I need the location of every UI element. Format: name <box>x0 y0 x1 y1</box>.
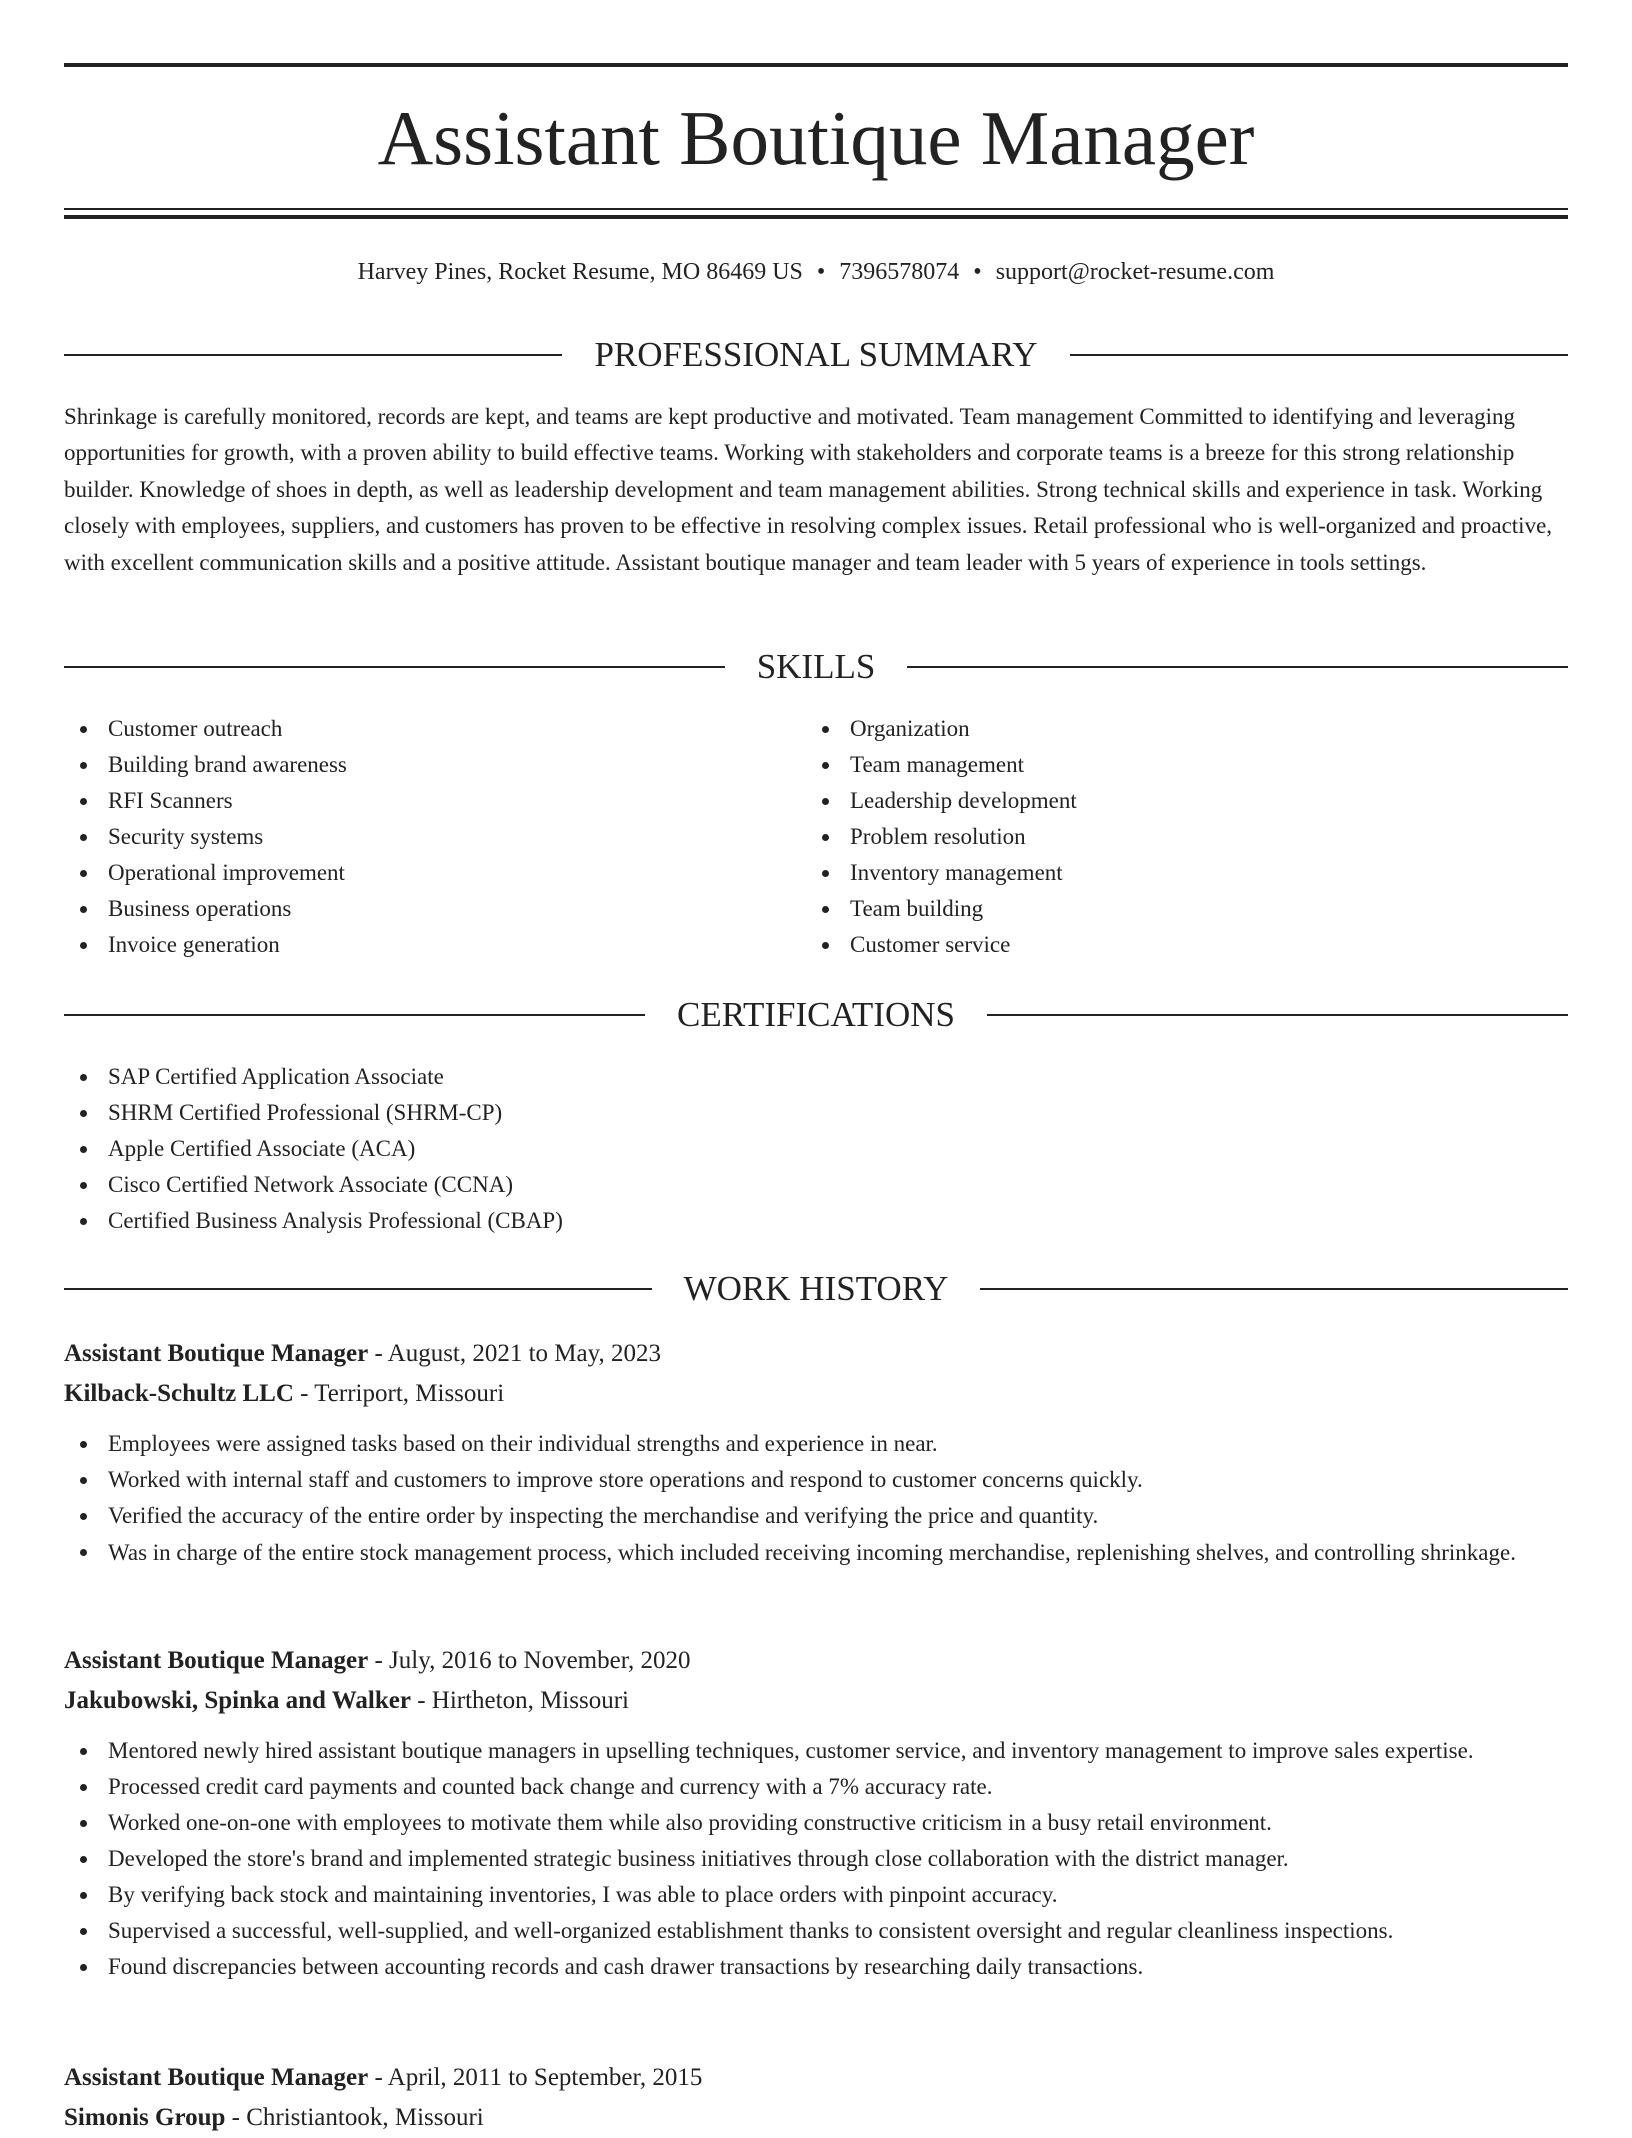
skill-item: Organization <box>806 711 1506 747</box>
job-duty-item: Supervised a successful, well-supplied, and well-organized establishment thanks to consistent oversight and regular cleanliness inspections. <box>64 1913 1568 1949</box>
job-company-line <box>64 2098 1568 2138</box>
job-role-line <box>64 1334 1568 1374</box>
job-dates: - July, 2016 to November, 2020 <box>368 1647 691 1674</box>
skill-item: Inventory management <box>806 855 1506 891</box>
job-duty-item: Mentored newly hired assistant boutique managers in upselling techniques, customer service, and inventory management to improve sales expertise. <box>64 1733 1568 1769</box>
job-role: Assistant Boutique Manager <box>64 1647 369 1674</box>
job-company-line <box>64 1681 1568 1721</box>
job-role-line <box>64 1641 1568 1681</box>
skills-left-column <box>64 711 764 963</box>
job-duty-item: Developed the store's brand and implemented strategic business initiatives through close collaboration with the district manager. <box>64 1841 1568 1877</box>
job-company: Simonis Group <box>64 2104 226 2131</box>
skill-item: Invoice generation <box>64 927 764 963</box>
heading-rule <box>987 1014 1568 1016</box>
skill-item: Customer service <box>806 927 1506 963</box>
job-dates: - April, 2011 to September, 2015 <box>368 2064 703 2091</box>
job-duties-list <box>64 1426 1568 1572</box>
certification-item: Certified Business Analysis Professional (CBAP) <box>64 1203 1568 1239</box>
certification-item: SHRM Certified Professional (SHRM-CP) <box>64 1095 1568 1131</box>
job-dates: - August, 2021 to May, 2023 <box>368 1340 662 1367</box>
job-duty-item: Was in charge of the entire stock management process, which included receiving incoming merchandise, replenishing shelves, and controlling shrinkage. <box>64 1534 1568 1572</box>
heading-rule <box>980 1288 1568 1290</box>
contact-separator: • <box>816 259 826 285</box>
contact-email: support@rocket-resume.com <box>995 259 1275 285</box>
heading-rule <box>64 1014 645 1016</box>
skill-item: Team management <box>806 747 1506 783</box>
job-company-line <box>64 1374 1568 1414</box>
skill-item: Security systems <box>64 819 764 855</box>
job-role: Assistant Boutique Manager <box>64 2064 369 2091</box>
job-duty-item: Worked with internal staff and customers to improve store operations and respond to customer concerns quickly. <box>64 1462 1568 1498</box>
work-history-heading-label: WORK HISTORY <box>683 1269 949 1308</box>
heading-rule <box>64 1288 652 1290</box>
work-entry <box>64 1641 1568 1985</box>
skills-left-list <box>64 711 764 963</box>
skill-item: Business operations <box>64 891 764 927</box>
job-role-line <box>64 2058 1568 2098</box>
skills-heading-label: SKILLS <box>756 647 876 686</box>
certification-item: SAP Certified Application Associate <box>64 1059 1568 1095</box>
skill-item: Customer outreach <box>64 711 764 747</box>
skill-item: RFI Scanners <box>64 783 764 819</box>
summary-heading-label: PROFESSIONAL SUMMARY <box>594 335 1038 374</box>
job-location: - Hirtheton, Missouri <box>410 1687 629 1714</box>
contact-address: Harvey Pines, Rocket Resume, MO 86469 US <box>357 259 803 285</box>
heading-rule <box>64 666 725 668</box>
job-duty-item: Verified the accuracy of the entire order by inspecting the merchandise and verifying the price and quantity. <box>64 1498 1568 1534</box>
job-company: Jakubowski, Spinka and Walker <box>64 1687 411 1714</box>
job-location: - Christiantook, Missouri <box>225 2104 484 2131</box>
heading-rule <box>64 354 562 356</box>
job-duty-item: Processed credit card payments and counted back change and currency with a 7% accuracy rate. <box>64 1769 1568 1805</box>
work-entry <box>64 2058 1568 2138</box>
summary-section-heading <box>64 330 1568 380</box>
skill-item: Team building <box>806 891 1506 927</box>
heading-rule <box>907 666 1568 668</box>
job-duty-item: Employees were assigned tasks based on their individual strengths and experience in near. <box>64 1426 1568 1462</box>
professional-summary-text: Shrinkage is carefully monitored, records are kept, and teams are kept productive and motivated. Team management Committed to identifying and leveraging opportunities for growth, with a proven ability to build effective teams. Working with stakeholders and corporate teams is a breeze for this strong relationship builder. Knowledge of shoes in depth, as well as leadership development and team management abilities. Strong technical skills and experience in task. Working closely with employees, suppliers, and customers has proven to be effective in resolving complex issues. Retail professional who is well-organized and proactive, with excellent communication skills and a positive attitude. Assistant boutique manager and team leader with 5 years of experience in tools settings. <box>64 404 1553 575</box>
job-duty-item: Worked one-on-one with employees to motivate them while also providing constructive criticism in a busy retail environment. <box>64 1805 1568 1841</box>
heading-rule <box>1070 354 1568 356</box>
job-role: Assistant Boutique Manager <box>64 1340 369 1367</box>
certifications-list <box>64 1059 1568 1239</box>
contact-line <box>64 252 1568 292</box>
resume-title: Assistant Boutique Manager <box>377 95 1255 181</box>
skills-right-column <box>806 711 1506 963</box>
certifications-list-container <box>64 1059 1568 1239</box>
contact-separator: • <box>973 259 982 285</box>
job-duties-list <box>64 1733 1568 1985</box>
work-history-section-heading <box>64 1264 1568 1314</box>
skills-section-heading <box>64 642 1568 692</box>
skill-item: Building brand awareness <box>64 747 764 783</box>
certification-item: Apple Certified Associate (ACA) <box>64 1131 1568 1167</box>
certification-item: Cisco Certified Network Associate (CCNA) <box>64 1167 1568 1203</box>
skill-item: Operational improvement <box>64 855 764 891</box>
certifications-section-heading <box>64 990 1568 1040</box>
job-duty-item: Found discrepancies between accounting records and cash drawer transactions by researching daily transactions. <box>64 1949 1568 1985</box>
header-double-rule <box>64 208 1568 219</box>
certifications-heading-label: CERTIFICATIONS <box>677 995 955 1034</box>
skill-item: Leadership development <box>806 783 1506 819</box>
work-entry <box>64 1334 1568 1572</box>
skill-item: Problem resolution <box>806 819 1506 855</box>
skills-right-list <box>806 711 1506 963</box>
job-duty-item: By verifying back stock and maintaining inventories, I was able to place orders with pinpoint accuracy. <box>64 1877 1568 1913</box>
job-location: - Terriport, Missouri <box>293 1380 505 1407</box>
job-company: Kilback-Schultz LLC <box>64 1380 294 1407</box>
contact-phone: 7396578074 <box>839 259 960 285</box>
header-top-rule <box>64 63 1568 67</box>
